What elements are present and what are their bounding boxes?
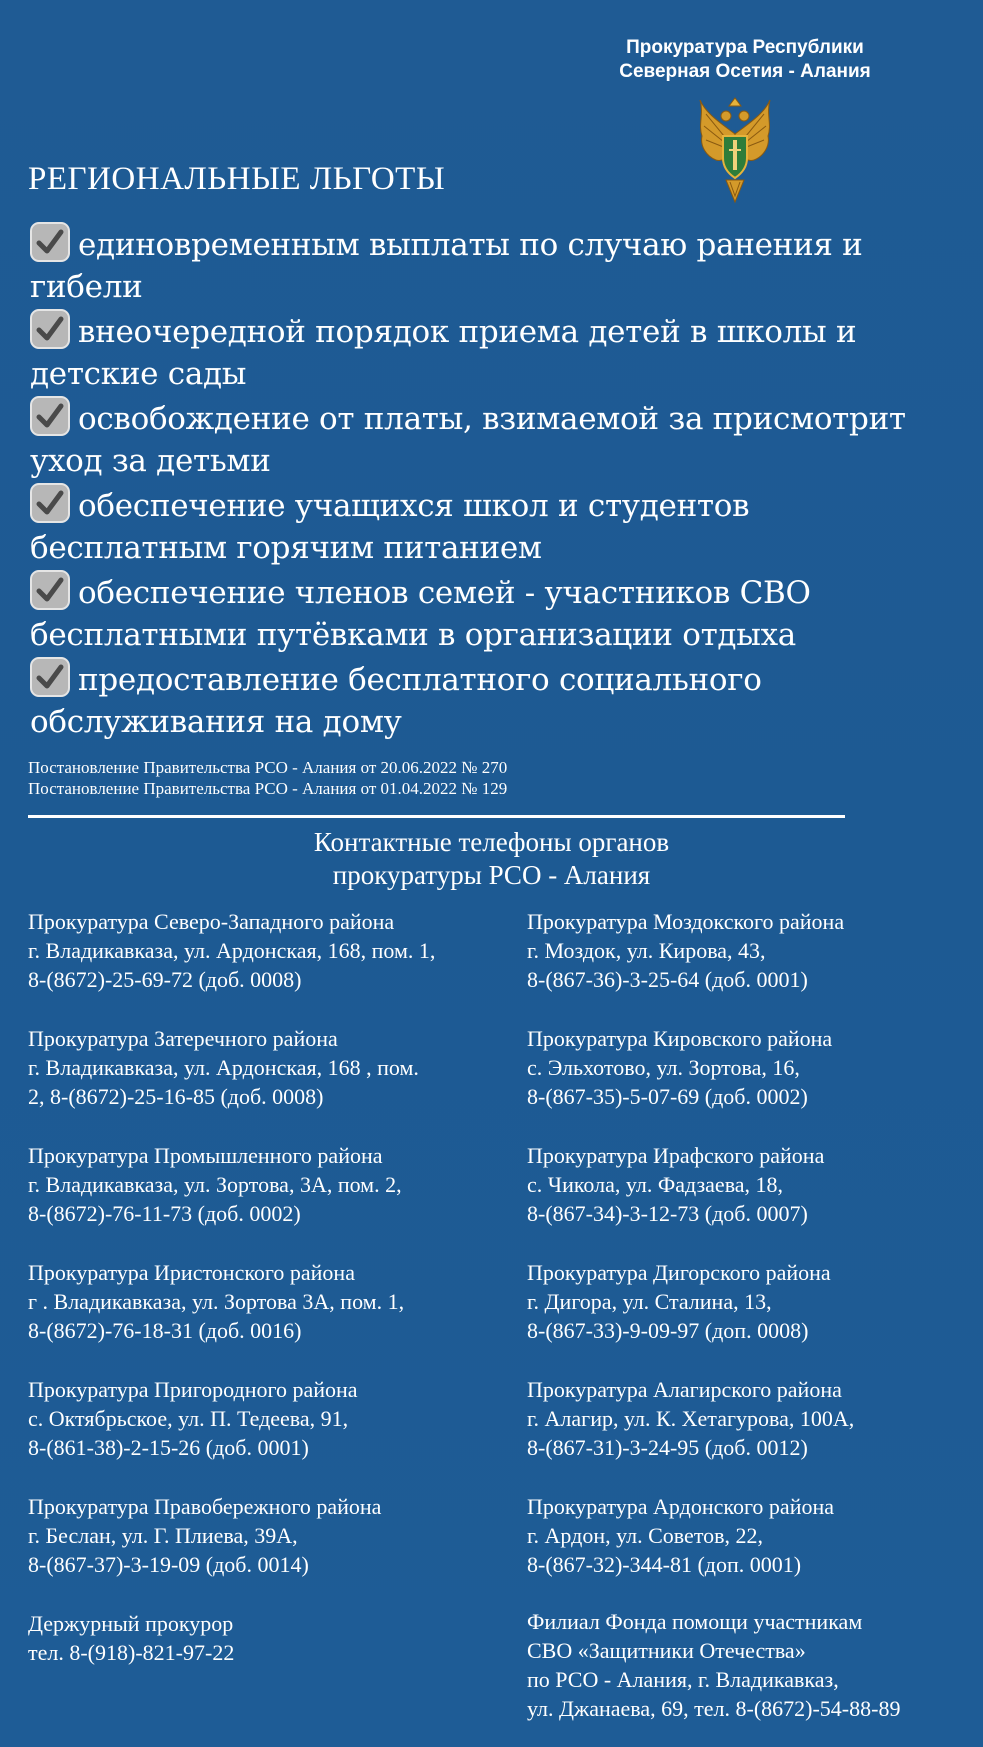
office-address: г. Владикавказа, ул. Зортова, 3А, пом. 2,: [28, 1172, 402, 1197]
benefit-line-2: уход за детьми: [30, 443, 271, 479]
checkbox-checked-icon: [30, 570, 70, 610]
office-phone: 8-(867-34)-3-12-73 (доб. 0007): [527, 1201, 808, 1226]
legal-reference-2: Постановление Правительства РСО - Алания от 01.04.2022 № 129: [28, 779, 508, 798]
checkbox-checked-icon: [30, 657, 70, 697]
contacts-left-column: [28, 907, 518, 1726]
legal-references: [28, 757, 507, 799]
office-contact: [527, 1258, 977, 1375]
fund-phone: ул. Джанаева, 69, тел. 8-(8672)-54-88-89: [527, 1696, 901, 1721]
benefit-line-1: освобождение от платы, взимаемой за присмотрит: [78, 401, 906, 437]
fund-name-cont: СВО «Защитники Отечества»: [527, 1638, 806, 1663]
duty-prosecutor-contact: [28, 1609, 518, 1726]
benefits-title: РЕГИОНАЛЬНЫЕ ЛЬГОТЫ: [28, 161, 446, 197]
legal-reference-1: Постановление Правительства РСО - Алания от 20.06.2022 № 270: [28, 758, 508, 777]
eagle-emblem-icon: [696, 94, 774, 206]
office-contact: [527, 907, 977, 1024]
office-address: г. Владикавказа, ул. Ардонская, 168 , пом.: [28, 1055, 419, 1080]
office-phone: 8-(867-36)-3-25-64 (доб. 0001): [527, 967, 808, 992]
org-line-1: Прокуратура Республики: [626, 37, 864, 58]
office-name: Прокуратура Иристонского района: [28, 1260, 355, 1285]
office-phone: 8-(867-32)-344-81 (доп. 0001): [527, 1552, 802, 1577]
fund-name: Филиал Фонда помощи участникам: [527, 1609, 863, 1634]
benefit-line-2: обслуживания на дому: [30, 704, 402, 740]
benefit-item: [30, 396, 970, 482]
office-address: г. Беслан, ул. Г. Плиева, 39А,: [28, 1523, 298, 1548]
checkbox-checked-icon: [30, 396, 70, 436]
office-phone: 8-(8672)-25-69-72 (доб. 0008): [28, 967, 302, 992]
office-address: с. Октябрьское, ул. П. Тедеева, 91,: [28, 1406, 349, 1431]
office-contact: [28, 1024, 518, 1141]
benefit-line-1: обеспечение учащихся школ и студентов: [78, 488, 750, 524]
office-name: Прокуратура Правобережного района: [28, 1494, 382, 1519]
office-phone: 8-(8672)-76-18-31 (доб. 0016): [28, 1318, 302, 1343]
office-name: Прокуратура Пригородного района: [28, 1377, 358, 1402]
office-name: Прокуратура Кировского района: [527, 1026, 833, 1051]
office-name: Прокуратура Моздокского района: [527, 909, 845, 934]
benefit-line-1: внеочередной порядок приема детей в школы и: [78, 314, 857, 350]
office-name: Прокуратура Северо-Западного района: [28, 909, 395, 934]
contacts-title-line-2: прокуратуры РСО - Алания: [332, 860, 651, 890]
contacts-right-column: [527, 907, 977, 1723]
office-phone: 8-(8672)-76-11-73 (доб. 0002): [28, 1201, 301, 1226]
benefit-line-1: обеспечение членов семей - участников СВО: [78, 575, 811, 611]
office-phone: 8-(867-35)-5-07-69 (доб. 0002): [527, 1084, 808, 1109]
checkbox-checked-icon: [30, 483, 70, 523]
office-name: Прокуратура Ардонского района: [527, 1494, 835, 1519]
benefit-line-2: гибели: [30, 269, 143, 305]
office-phone: 8-(867-31)-3-24-95 (доб. 0012): [527, 1435, 808, 1460]
office-phone: 8-(861-38)-2-15-26 (доб. 0001): [28, 1435, 309, 1460]
benefit-item: [30, 222, 970, 308]
office-address: г. Владикавказа, ул. Ардонская, 168, пом. 1,: [28, 938, 436, 963]
office-contact: [28, 1258, 518, 1375]
benefit-item: [30, 483, 970, 569]
benefit-line-1: единовременным выплаты по случаю ранения и: [78, 227, 863, 263]
office-address: с. Эльхотово, ул. Зортова, 16,: [527, 1055, 800, 1080]
contacts-title-line-1: Контактные телефоны органов: [313, 827, 670, 857]
organization-name: [560, 36, 930, 84]
duty-prosecutor-phone: тел. 8-(918)-821-97-22: [28, 1640, 235, 1665]
office-address: г. Моздок, ул. Кирова, 43,: [527, 938, 766, 963]
office-address: г. Ардон, ул. Советов, 22,: [527, 1523, 764, 1548]
contacts-title: [0, 826, 983, 892]
benefits-list: [30, 222, 970, 744]
office-phone: 2, 8-(8672)-25-16-85 (доб. 0008): [28, 1084, 324, 1109]
fund-address: по РСО - Алания, г. Владикавказ,: [527, 1667, 839, 1692]
office-contact: [28, 1375, 518, 1492]
section-divider: [28, 815, 845, 818]
benefit-line-2: бесплатным горячим питанием: [30, 530, 542, 566]
office-contact: [28, 1141, 518, 1258]
benefit-item: [30, 570, 970, 656]
office-name: Прокуратура Промышленного района: [28, 1143, 383, 1168]
office-contact: [527, 1492, 977, 1609]
office-name: Прокуратура Ирафского района: [527, 1143, 825, 1168]
fund-branch-contact: [527, 1607, 977, 1723]
office-phone: 8-(867-33)-9-09-97 (доп. 0008): [527, 1318, 809, 1343]
office-contact: [28, 907, 518, 1024]
office-name: Прокуратура Дигорского района: [527, 1260, 831, 1285]
office-address: г. Дигора, ул. Сталина, 13,: [527, 1289, 772, 1314]
duty-prosecutor-label: Держурный прокурор: [28, 1611, 234, 1636]
office-name: Прокуратура Алагирского района: [527, 1377, 842, 1402]
benefit-line-1: предоставление бесплатного социального: [78, 662, 762, 698]
benefit-line-2: бесплатными путёвками в организации отдыха: [30, 617, 796, 653]
office-address: г . Владикавказа, ул. Зортова 3А, пом. 1,: [28, 1289, 405, 1314]
office-contact: [527, 1024, 977, 1141]
checkbox-checked-icon: [30, 309, 70, 349]
office-contact: [28, 1492, 518, 1609]
office-phone: 8-(867-37)-3-19-09 (доб. 0014): [28, 1552, 309, 1577]
org-line-2: Северная Осетия - Алания: [619, 61, 871, 82]
checkbox-checked-icon: [30, 222, 70, 262]
office-contact: [527, 1375, 977, 1492]
benefit-line-2: детские сады: [30, 356, 247, 392]
office-address: с. Чикола, ул. Фадзаева, 18,: [527, 1172, 784, 1197]
benefit-item: [30, 657, 970, 743]
benefit-item: [30, 309, 970, 395]
office-name: Прокуратура Затеречного района: [28, 1026, 338, 1051]
office-contact: [527, 1141, 977, 1258]
office-address: г. Алагир, ул. К. Хетагурова, 100А,: [527, 1406, 855, 1431]
